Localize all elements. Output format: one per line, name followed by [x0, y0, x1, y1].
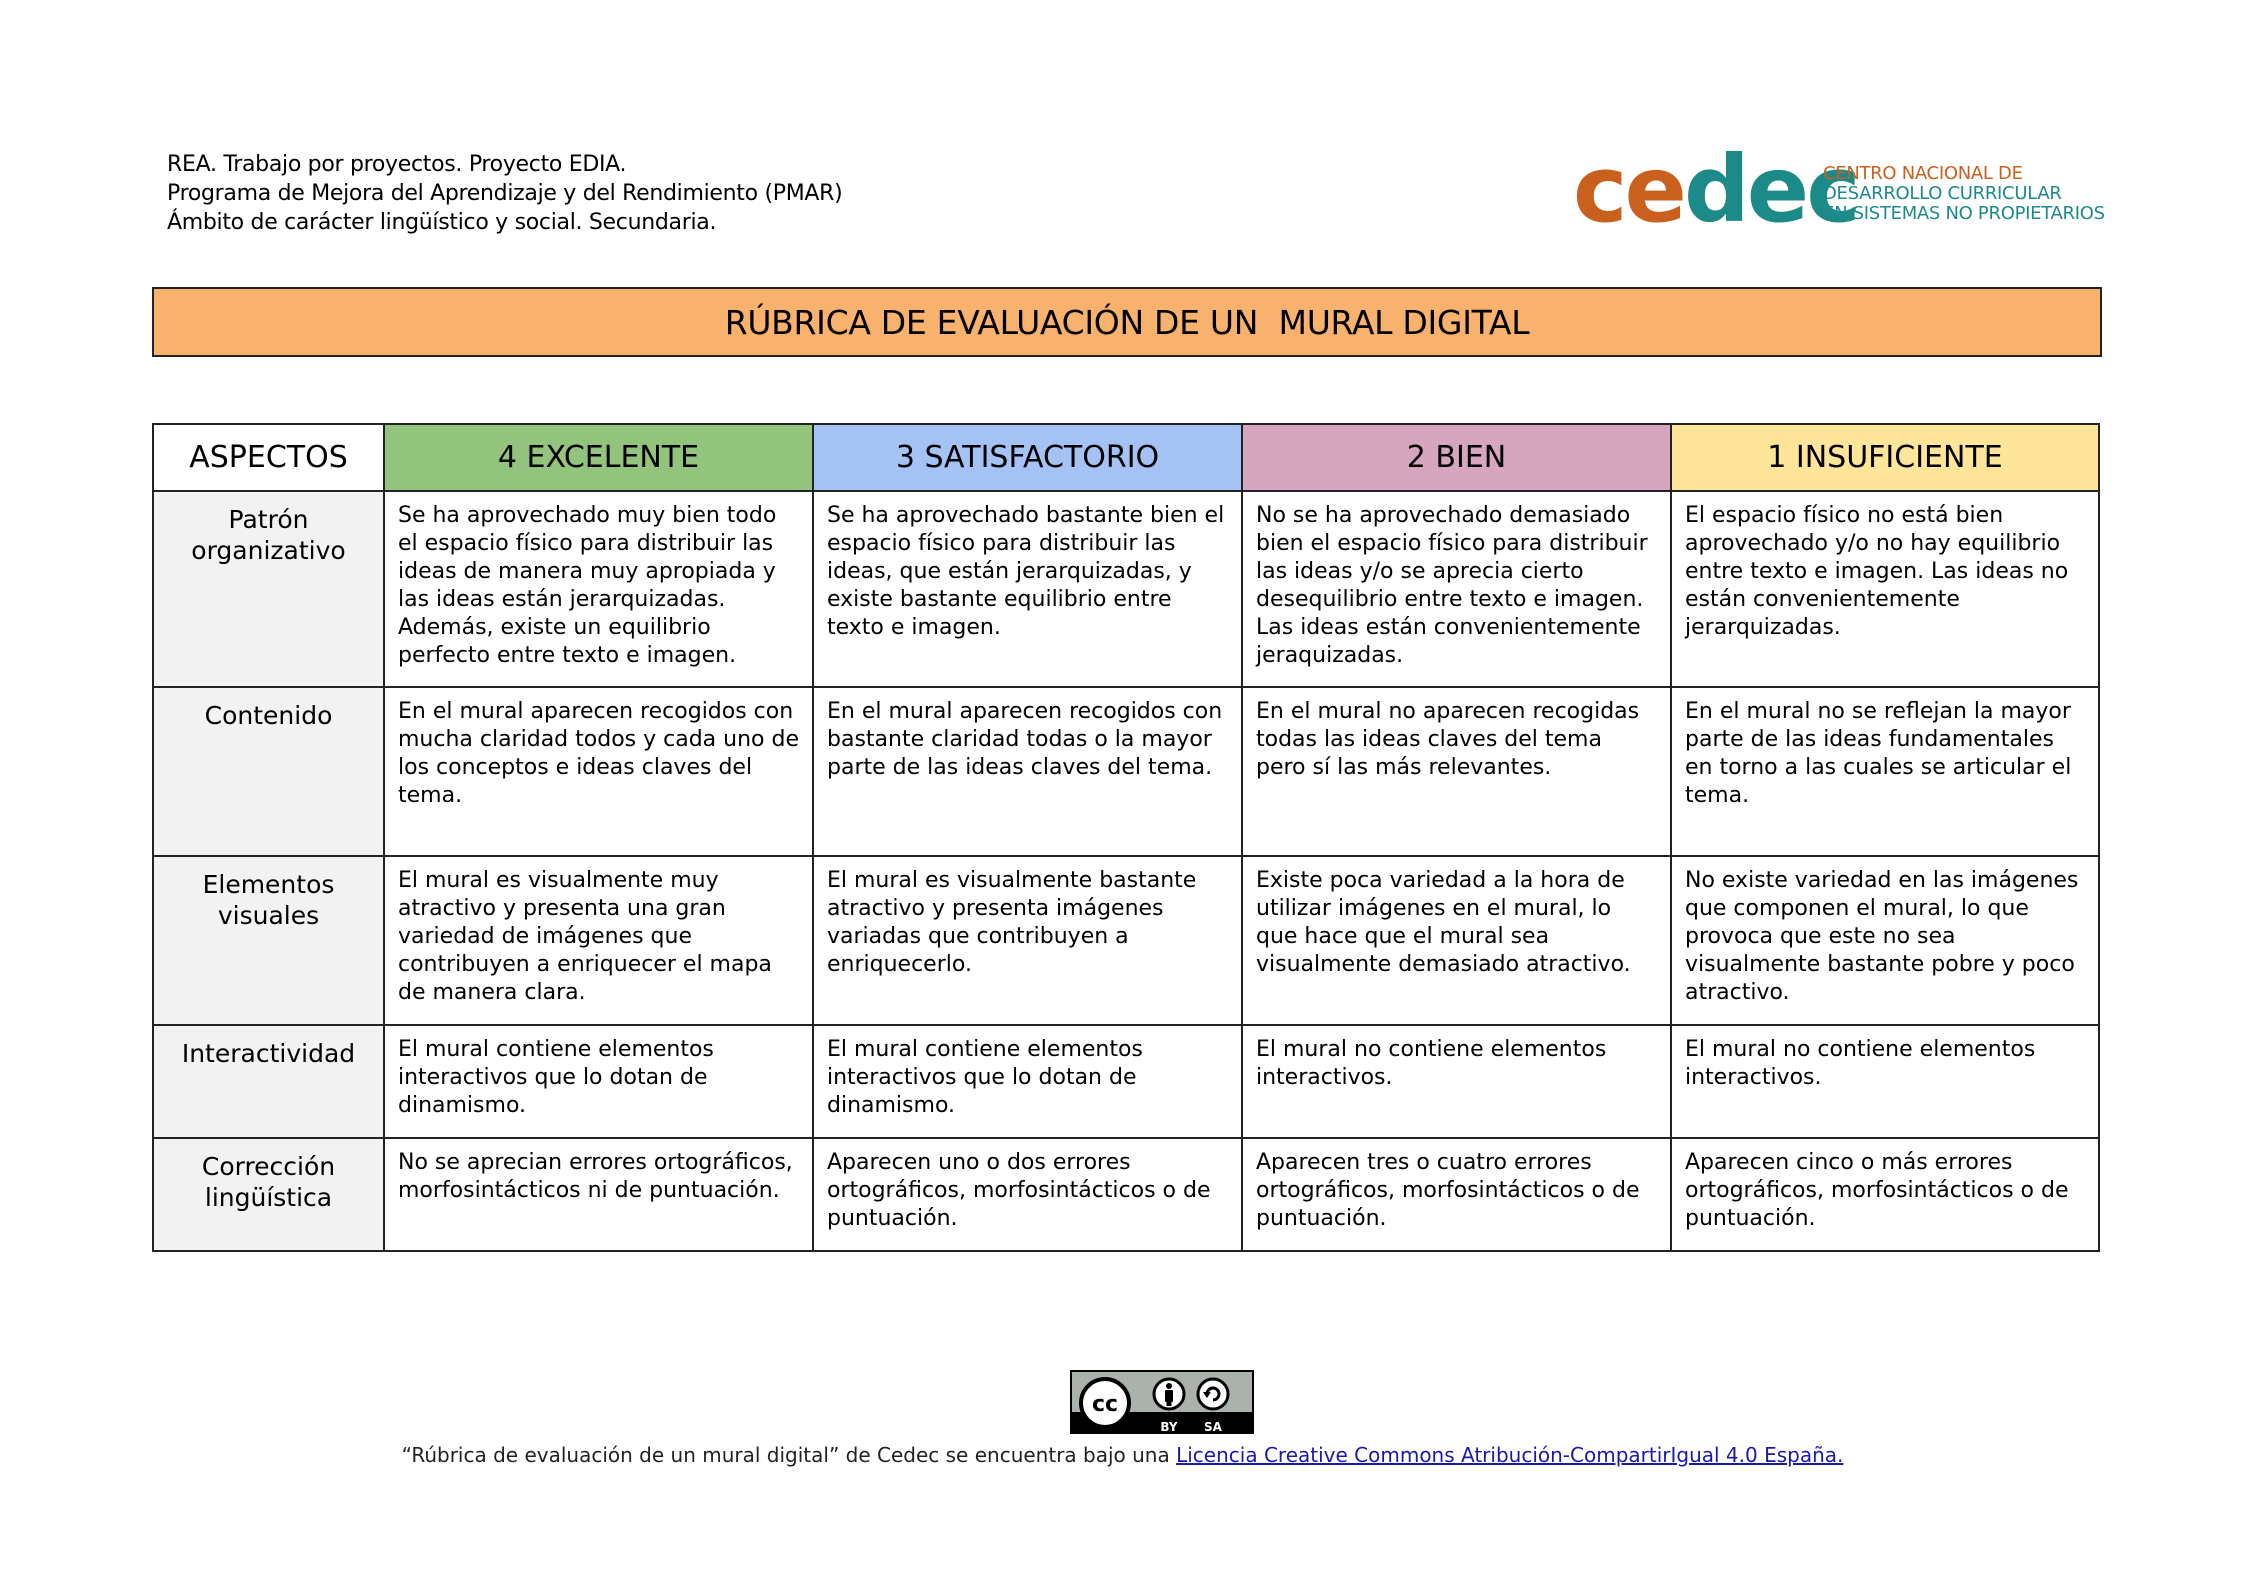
table-row	[153, 856, 2099, 1025]
header-line-3: Ámbito de carácter lingüístico y social. Secundaria.	[167, 210, 717, 235]
logo-word-part1: ce	[1573, 136, 1684, 243]
criteria-cell: En el mural aparecen recogidos con mucha claridad todos y cada uno de los conceptos e ideas claves del tema.	[384, 687, 813, 856]
criteria-cell: No se ha aprovechado demasiado bien el espacio físico para distribuir las ideas y/o se aprecia cierto desequilibrio entre texto e imagen. Las ideas están convenientemente jeraquizadas.	[1242, 491, 1671, 687]
cc-icon	[1081, 1379, 1129, 1427]
table-row	[153, 1138, 2099, 1251]
license-text: “Rúbrica de evaluación de un mural digital” de Cedec se encuentra bajo una	[401, 1443, 1177, 1467]
criteria-cell: El mural es visualmente bastante atractivo y presenta imágenes variadas que contribuyen a enriquecerlo.	[813, 856, 1242, 1025]
document-header	[167, 150, 842, 237]
badge-by-label: BY	[1160, 1420, 1178, 1434]
header-bien: 2 BIEN	[1242, 424, 1671, 491]
table-row	[153, 687, 2099, 856]
rubric-title: RÚBRICA DE EVALUACIÓN DE UN MURAL DIGITAL	[152, 287, 2102, 357]
criteria-cell: El mural contiene elementos interactivos que lo dotan de dinamismo.	[384, 1025, 813, 1138]
criteria-cell: Se ha aprovechado muy bien todo el espacio físico para distribuir las ideas de manera muy apropiada y las ideas están jerarquizadas. Además, existe un equilibrio perfecto entre texto e imagen.	[384, 491, 813, 687]
criteria-cell: En el mural aparecen recogidos con bastante claridad todas o la mayor parte de las ideas claves del tema.	[813, 687, 1242, 856]
cc-icon-text: cc	[1091, 1392, 1119, 1417]
cedec-logo	[1573, 136, 2105, 243]
logo-sub-line-2: DESARROLLO CURRICULAR	[1823, 183, 2062, 204]
table-row	[153, 1025, 2099, 1138]
aspect-cell: Contenido	[153, 687, 384, 856]
logo-subtitle	[1823, 164, 2105, 224]
table-header-row	[153, 424, 2099, 491]
logo-word-part2: dec	[1683, 136, 1858, 243]
cc-by-sa-badge[interactable]	[1070, 1370, 1254, 1434]
aspect-cell: Patrón organizativo	[153, 491, 384, 687]
criteria-cell: El espacio físico no está bien aprovechado y/o no hay equilibrio entre texto e imagen. Las ideas no están convenientemente jerarquizadas.	[1671, 491, 2099, 687]
criteria-cell: El mural contiene elementos interactivos que lo dotan de dinamismo.	[813, 1025, 1242, 1138]
criteria-cell: El mural no contiene elementos interactivos.	[1671, 1025, 2099, 1138]
criteria-cell: Aparecen uno o dos errores ortográficos, morfosintácticos o de puntuación.	[813, 1138, 1242, 1251]
by-person-icon	[1154, 1379, 1184, 1409]
aspect-cell: Interactividad	[153, 1025, 384, 1138]
header-line-1: REA. Trabajo por proyectos. Proyecto EDIA.	[167, 152, 627, 177]
criteria-cell: Aparecen tres o cuatro errores ortográficos, morfosintácticos o de puntuación.	[1242, 1138, 1671, 1251]
license-footer	[0, 1442, 2245, 1468]
criteria-cell: El mural es visualmente muy atractivo y presenta una gran variedad de imágenes que contribuyen a enriquecer el mapa de manera clara.	[384, 856, 813, 1025]
aspect-cell: Elementos visuales	[153, 856, 384, 1025]
cc-icons	[1072, 1372, 1256, 1436]
criteria-cell: Aparecen cinco o más errores ortográficos, morfosintácticos o de puntuación.	[1671, 1138, 2099, 1251]
logo-sub-line-1: CENTRO NACIONAL DE	[1823, 163, 2023, 184]
table-row	[153, 491, 2099, 687]
header-line-2: Programa de Mejora del Aprendizaje y del Rendimiento (PMAR)	[167, 181, 843, 206]
logo-sub-line-3: EN SISTEMAS NO PROPIETARIOS	[1823, 203, 2105, 224]
criteria-cell: No existe variedad en las imágenes que componen el mural, lo que provoca que este no sea visualmente bastante pobre y poco atractivo.	[1671, 856, 2099, 1025]
cedec-wordmark	[1573, 136, 1858, 243]
aspect-cell: Corrección lingüística	[153, 1138, 384, 1251]
license-link[interactable]: Licencia Creative Commons Atribución-CompartirIgual 4.0 España.	[1176, 1443, 1844, 1467]
rubric-table	[152, 423, 2100, 1252]
criteria-cell: Se ha aprovechado bastante bien el espacio físico para distribuir las ideas, que están jerarquizadas, y existe bastante equilibrio entre texto e imagen.	[813, 491, 1242, 687]
header-satisfactorio: 3 SATISFACTORIO	[813, 424, 1242, 491]
header-excelente: 4 EXCELENTE	[384, 424, 813, 491]
criteria-cell: No se aprecian errores ortográficos, morfosintácticos ni de puntuación.	[384, 1138, 813, 1251]
badge-sa-label: SA	[1204, 1420, 1222, 1434]
sa-share-alike-icon	[1198, 1379, 1228, 1409]
criteria-cell: El mural no contiene elementos interactivos.	[1242, 1025, 1671, 1138]
criteria-cell: En el mural no aparecen recogidas todas las ideas claves del tema pero sí las más relevantes.	[1242, 687, 1671, 856]
header-aspectos: ASPECTOS	[153, 424, 384, 491]
criteria-cell: Existe poca variedad a la hora de utilizar imágenes en el mural, lo que hace que el mural sea visualmente demasiado atractivo.	[1242, 856, 1671, 1025]
header-insuficiente: 1 INSUFICIENTE	[1671, 424, 2099, 491]
criteria-cell: En el mural no se reflejan la mayor parte de las ideas fundamentales en torno a las cuales se articular el tema.	[1671, 687, 2099, 856]
